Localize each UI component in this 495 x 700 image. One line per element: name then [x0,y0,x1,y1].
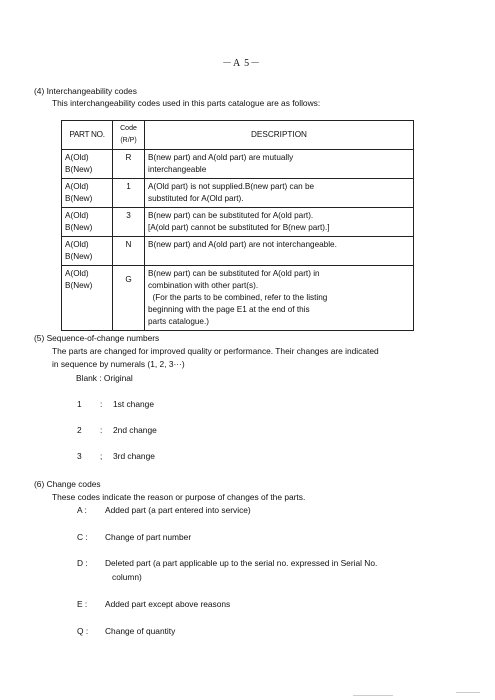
part-new: B(New) [65,281,93,290]
description-line: parts catalogue.) [148,317,209,326]
header-part-no: PART NO. [62,121,113,150]
section-5-line2: in sequence by numerals (1, 2, 3···) [52,359,185,369]
part-old: A(Old) [65,182,89,191]
description-line: interchangeable [148,165,207,174]
description-line: beginning with the page E1 at the end of this [148,305,310,314]
description-cell [145,208,414,237]
description-line: (For the parts to be combined, refer to the listing [148,293,328,302]
description-line: B(new part) can be substituted for A(old part). [148,211,314,220]
separator: ; [100,451,103,461]
part-old: A(Old) [65,211,89,220]
sequence-text: 2nd change [113,425,157,435]
part-old: A(Old) [65,269,89,278]
section-5-heading: (5) Sequence-of-change numbers [34,333,160,343]
description-cell [145,266,414,331]
interchangeability-table [61,120,414,331]
section-4-heading: (4) Interchangeability codes [34,86,137,96]
code-cell: G [113,266,145,331]
description-line: combination with other part(s). [148,281,259,290]
table-row [62,150,414,179]
code-cell: R [113,150,145,179]
page-number: －A 5－ [222,58,262,69]
scan-artifact-line [456,692,480,693]
part-old: A(Old) [65,153,89,162]
section-4-intro: This interchangeability codes used in this parts catalogue are as follows: [52,98,321,108]
description-line: B(new part) and A(old part) are mutually [148,153,294,162]
header-code-line2: (R/P) [120,137,137,144]
description-line: substituted for A(Old part). [148,194,244,203]
change-code: A : [77,505,87,515]
code-cell: 3 [113,208,145,237]
separator: : [100,425,103,435]
change-code: E : [77,599,88,609]
part-cell [62,150,113,179]
part-cell [62,179,113,208]
sequence-text: 3rd change [113,451,155,461]
change-code: D : [77,558,88,568]
change-text: Added part (a part entered into service) [105,505,251,515]
description-cell [145,179,414,208]
change-text: Change of quantity [105,626,176,636]
table-row [62,208,414,237]
change-code: Q : [77,626,89,636]
description-cell [145,237,414,266]
sequence-number: 3 [77,451,82,461]
change-text: Deleted part (a part applicable up to the serial no. expressed in Serial No. [105,558,378,568]
section-6-intro: These codes indicate the reason or purpose of changes of the parts. [52,492,306,502]
change-text: Added part except above reasons [105,599,231,609]
part-new: B(New) [65,194,93,203]
change-code: C : [77,532,88,542]
sequence-number: 2 [77,425,82,435]
part-new: B(New) [65,165,93,174]
description-line [148,251,410,263]
header-code-line1: Code [120,125,137,132]
description-line: B(new part) can be substituted for A(old part) in [148,269,320,278]
table-row [62,237,414,266]
part-cell [62,237,113,266]
separator: : [100,399,103,409]
code-cell: N [113,237,145,266]
description-line: A(Old part) is not supplied.B(new part) can be [148,182,315,191]
description-line: B(new part) and A(old part) are not interchangeable. [148,240,337,249]
description-line: [A(old part) cannot be substituted for B(new part).] [148,223,330,232]
scan-artifact-line [353,695,393,696]
part-cell [62,266,113,331]
part-new: B(New) [65,223,93,232]
part-old: A(Old) [65,240,89,249]
part-new: B(New) [65,252,93,261]
header-description: DESCRIPTION [145,121,414,150]
table-header-row [62,121,414,150]
change-text-continuation: column) [112,572,142,582]
table-row [62,179,414,208]
sequence-number: 1 [77,399,82,409]
section-6-heading: (6) Change codes [34,479,101,489]
sequence-text: 1st change [113,399,154,409]
section-5-line1: The parts are changed for improved quality or performance. Their changes are indicated [52,346,379,356]
part-cell [62,208,113,237]
description-cell [145,150,414,179]
table-row [62,266,414,331]
blank-original-note: Blank : Original [76,373,133,383]
code-cell: 1 [113,179,145,208]
change-text: Change of part number [105,532,192,542]
header-code [113,121,145,150]
